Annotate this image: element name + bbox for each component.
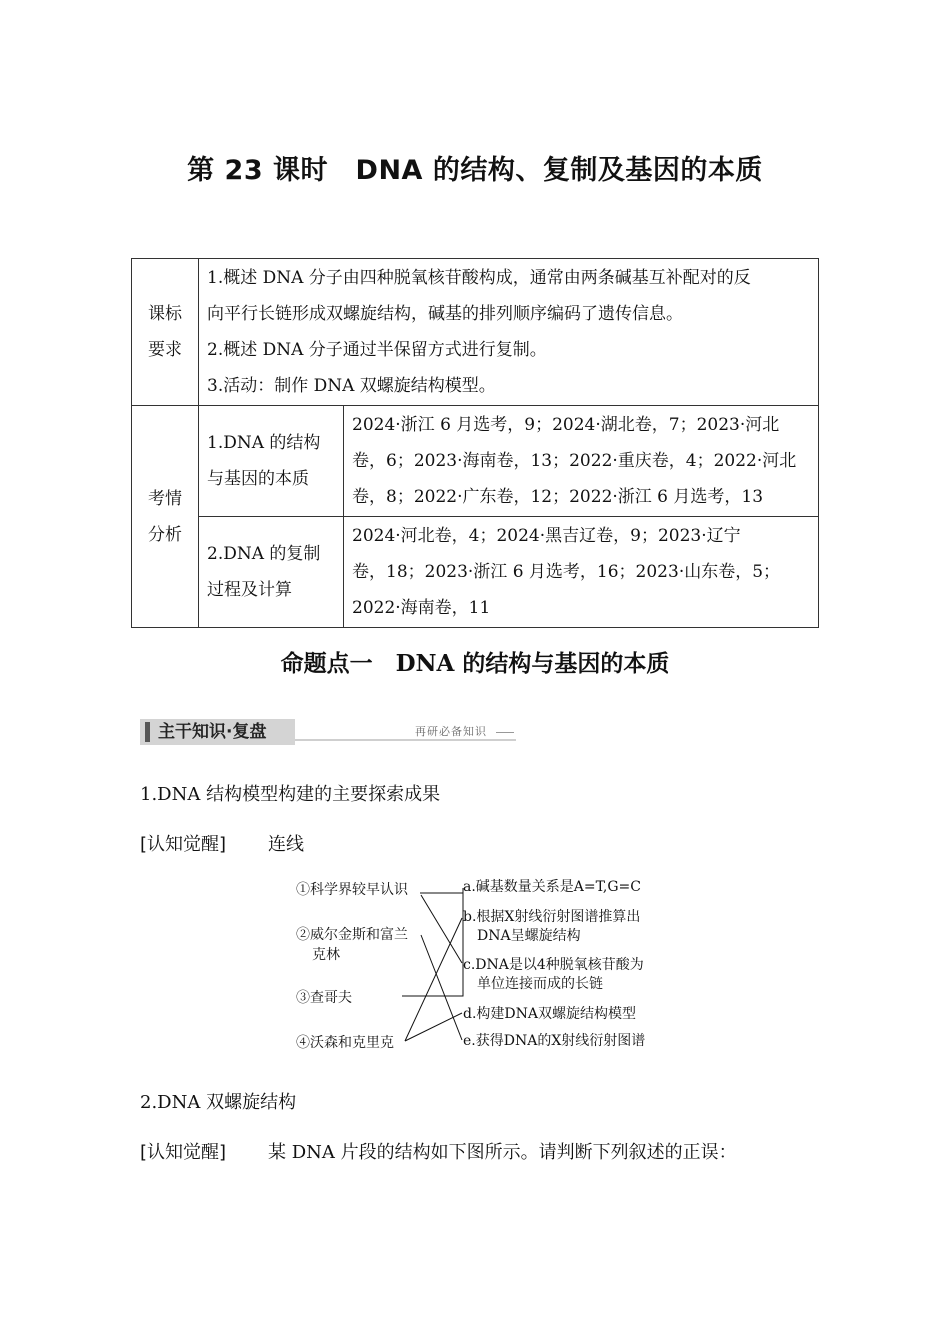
item1-title: 1.DNA 结构模型构建的主要探索成果 xyxy=(140,784,441,805)
page-title: 第 23 课时 DNA 的结构、复制及基因的本质 xyxy=(187,155,763,186)
analysis-exams-1: 2024·浙江 6 月选考，9；2024·湖北卷，7；2023·河北 卷，6；2023·海南卷，13；2022·重庆卷，4；2022·河北 卷，8；2022·广东卷，12；2022·浙江 6 月选考，13 xyxy=(344,406,819,517)
analysis-topic-1: 1.DNA 的结构 与基因的本质 xyxy=(199,406,344,517)
line-1-stub xyxy=(420,888,463,893)
analysis-exams-2: 2024·河北卷，4；2024·黑吉辽卷，9；2023·辽宁 卷，18；2023·浙江 6 月选考，16；2023·山东卷，5； 2022·海南卷，11 xyxy=(344,517,819,628)
right-item-d: d.构建DNA双螺旋结构模型 xyxy=(463,1006,636,1022)
left-item-4: ④沃森和克里克 xyxy=(296,1035,394,1051)
requirements-header: 课标 要求 xyxy=(132,259,199,406)
course-info-table xyxy=(131,258,819,628)
left-item-3: ③查哥夫 xyxy=(296,990,352,1006)
knowledge-banner xyxy=(140,719,516,745)
right-item-b: b.根据X射线衍射图谱推算出 xyxy=(463,909,641,925)
analysis-row-1 xyxy=(132,406,819,517)
section-title: 命题点一 DNA 的结构与基因的本质 xyxy=(280,650,670,677)
banner-rule xyxy=(295,739,516,741)
right-item-c: c.DNA是以4种脱氧核苷酸为 xyxy=(463,957,644,973)
right-item-a: a.碱基数量关系是A=T,G=C xyxy=(463,879,641,895)
banner-tag: 再研必备知识 xyxy=(415,725,487,738)
analysis-header: 考情 分析 xyxy=(132,406,199,628)
item1-text: 连线 xyxy=(268,834,304,855)
analysis-row-2 xyxy=(132,517,819,628)
line-3-a xyxy=(402,888,463,996)
item1-bracket: [认知觉醒] xyxy=(140,834,227,855)
left-item-2-cont: 克林 xyxy=(312,947,340,963)
requirements-row xyxy=(132,259,819,406)
right-item-e: e.获得DNA的X射线衍射图谱 xyxy=(463,1033,646,1049)
right-item-c-cont: 单位连接而成的长链 xyxy=(477,976,603,992)
right-item-b-cont: DNA呈螺旋结构 xyxy=(477,928,581,944)
item2-bracket: [认知觉醒] xyxy=(140,1142,227,1163)
item2-text: 某 DNA 片段的结构如下图所示。请判断下列叙述的正误： xyxy=(268,1142,737,1163)
left-item-1: ①科学界较早认识 xyxy=(296,882,408,898)
line-4-d xyxy=(405,1013,462,1041)
item2-title: 2.DNA 双螺旋结构 xyxy=(140,1092,297,1113)
analysis-topic-2: 2.DNA 的复制 过程及计算 xyxy=(199,517,344,628)
banner-label: 主干知识·复盘 xyxy=(158,722,267,742)
line-4-b xyxy=(405,918,462,1041)
matching-diagram xyxy=(290,873,670,1058)
banner-tag-rule xyxy=(496,732,514,733)
line-2-e xyxy=(421,935,462,1040)
left-item-2: ②威尔金斯和富兰 xyxy=(296,927,408,943)
banner-marker-icon xyxy=(145,722,150,742)
line-1-c xyxy=(421,895,462,963)
requirements-content: 1.概述 DNA 分子由四种脱氧核苷酸构成，通常由两条碱基互补配对的反 向平行长链形成双螺旋结构，碱基的排列顺序编码了遗传信息。 2.概述 DNA 分子通过半保留方式进行复制。 3.活动：制作 DNA 双螺旋结构模型。 xyxy=(199,259,819,406)
